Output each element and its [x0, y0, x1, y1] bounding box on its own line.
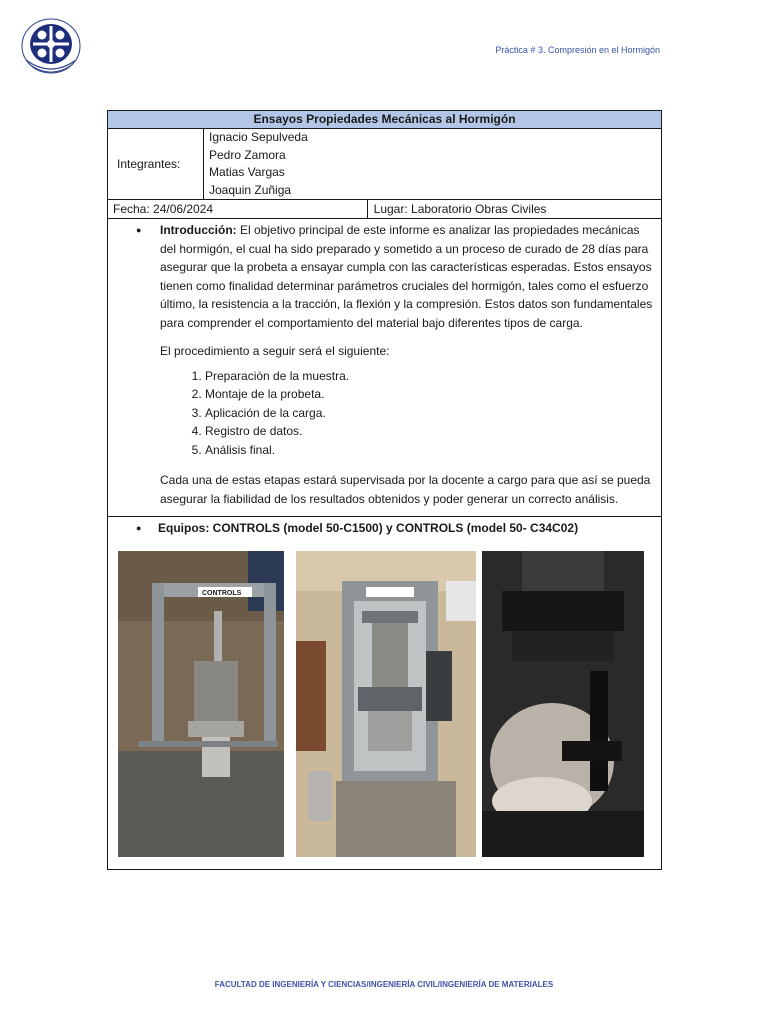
list-item: 2. Montaje de la probeta.: [205, 385, 655, 404]
equipment-photos: [108, 545, 655, 857]
integrante-name: Ignacio Sepulveda: [209, 130, 308, 144]
procedure-steps: [160, 367, 655, 460]
lugar-cell: Lugar: Laboratorio Obras Civiles: [367, 200, 661, 219]
list-item: 3. Aplicación de la carga.: [205, 404, 655, 423]
list-item: 4. Registro de datos.: [205, 422, 655, 441]
integrantes-list: [204, 129, 662, 200]
integrante-name: Pedro Zamora: [209, 147, 286, 162]
report-table: [107, 110, 662, 870]
intro-paragraph: [160, 221, 655, 332]
introduction-section: [108, 219, 662, 517]
integrantes-label: Integrantes:: [108, 129, 204, 200]
table-title: Ensayos Propiedades Mecánicas al Hormigón: [108, 111, 662, 129]
brand-label: CONTROLS: [202, 590, 242, 597]
list-item: 5. Análisis final.: [205, 441, 655, 460]
procedure-intro: El procedimiento a seguir será el siguiente:: [160, 344, 390, 358]
document-header: Práctica # 3. Compresión en el Hormigón: [495, 45, 660, 55]
university-seal-icon: [20, 16, 82, 76]
equipment-title: Equipos: CONTROLS (model 50-C1500) y CONTROLS (model 50- C34C02): [158, 521, 579, 535]
broken-specimen-photo: [482, 551, 644, 857]
flexion-machine-photo: [118, 551, 284, 857]
document-footer: FACULTAD DE INGENIERÍA Y CIENCIAS/INGENIERÍA CIVIL/INGENIERÍA DE MATERIALES: [214, 980, 554, 989]
list-item: 1. Preparación de la muestra.: [205, 367, 655, 386]
integrante-name: Matias Vargas: [209, 165, 285, 179]
fecha-cell: Fecha: 24/06/2024: [108, 200, 368, 219]
bullet-icon: ●: [136, 225, 142, 235]
compression-machine-photo: [296, 551, 476, 857]
closing-paragraph: Cada una de estas etapas estará supervisada por la docente a cargo para que así se pueda asegurar la fiabilidad de los resultados obtenidos y poder generar un correcto análisis.: [160, 473, 651, 506]
bullet-icon: ●: [136, 523, 142, 533]
equipment-section: [108, 517, 662, 870]
intro-label: Introducción:: [160, 223, 237, 237]
integrante-name: Joaquin Zuñiga: [209, 182, 292, 197]
intro-text: El objetivo principal de este informe es analizar las propiedades mecánicas del hormigón, el cual ha sido preparado y sometido a un proceso de curado de 28 días para asegurar que la probeta a ensayar cumpla con las características esperadas. Estos ensayos tienen como finalidad determinar parámetros cruciales del hormigón, tales como el esfuerzo último, la resistencia a la tracción, la flexión y la compresión. Estos datos son fundamentales para comprender el comportamiento del material bajo diferentes tipos de carga.: [160, 223, 653, 330]
